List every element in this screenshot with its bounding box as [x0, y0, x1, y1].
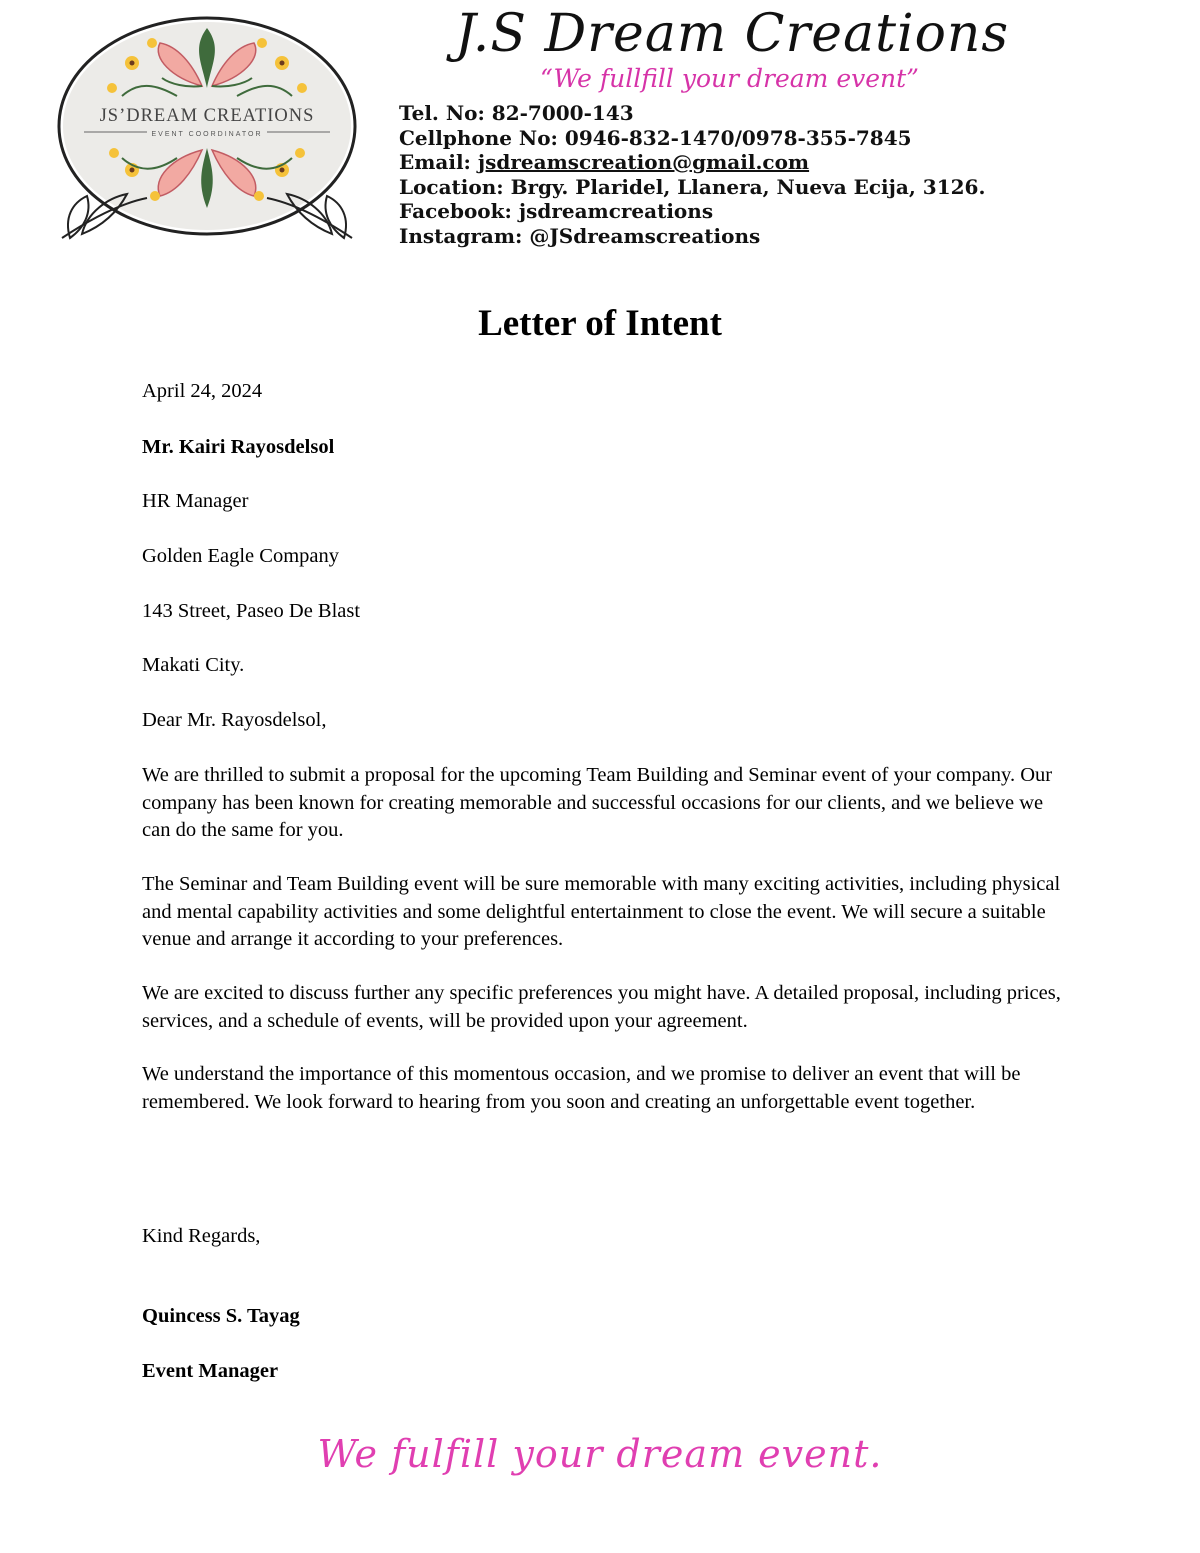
recipient-name: Mr. Kairi Rayosdelsol [142, 436, 335, 458]
letter-title: Letter of Intent [478, 303, 722, 344]
contact-info [399, 101, 985, 249]
recipient-city: Makati City. [142, 654, 245, 676]
closing: Kind Regards, [142, 1225, 261, 1247]
contact-facebook: Facebook: jsdreamcreations [399, 199, 714, 224]
company-tagline: “We fullfill your dream event” [540, 64, 919, 93]
recipient-street: 143 Street, Paseo De Blast [142, 600, 361, 622]
body-paragraph-1: We are thrilled to submit a proposal for the upcoming Team Building and Seminar event of your company. Our company has been known for creating memorable and successful occasions for our clients, and we believe we can do the same for you. [142, 764, 1053, 841]
contact-location: Location: Brgy. Plaridel, Llanera, Nueva Ecija, 3126. [399, 174, 986, 199]
body-paragraph-2: The Seminar and Team Building event will be sure memorable with many exciting activities, including physical and mental capability activities and some delightful entertainment to close the event. We will secure a suitable venue and arrange it according to your preferences. [142, 873, 1061, 950]
contact-email-link[interactable]: jsdreamscreation@gmail.com [477, 150, 810, 175]
body-paragraph-3: We are excited to discuss further any specific preferences you might have. A detailed proposal, including prices, services, and a schedule of events, will be provided upon your agreement. [142, 982, 1061, 1032]
logo-name-text: JS’DREAM CREATIONS [99, 106, 315, 126]
company-name: J.S Dream Creations [455, 4, 1010, 64]
contact-email [399, 150, 985, 175]
salutation: Dear Mr. Rayosdelsol, [142, 709, 327, 731]
logo-subtitle-text: EVENT COORDINATOR [151, 131, 263, 138]
contact-instagram: Instagram: @JSdreamscreations [399, 223, 761, 248]
body-paragraph-4: We understand the importance of this momentous occasion, and we promise to deliver an event that will be remembered. We look forward to hearing from you soon and creating an unforgettable event together. [142, 1063, 1021, 1113]
recipient-company: Golden Eagle Company [142, 545, 339, 567]
contact-tel: Tel. No: 82-7000-143 [399, 101, 634, 125]
company-logo [52, 8, 362, 248]
recipient-position: HR Manager [142, 490, 249, 512]
letter-date: April 24, 2024 [142, 380, 263, 402]
signatory-title: Event Manager [142, 1360, 279, 1382]
footer-tagline: We fulfill your dream event. [317, 1432, 883, 1476]
signatory-name: Quincess S. Tayag [142, 1305, 300, 1327]
contact-cellphone: Cellphone No: 0946-832-1470/0978-355-7845 [399, 125, 912, 150]
contact-email-label: Email: [399, 150, 478, 175]
